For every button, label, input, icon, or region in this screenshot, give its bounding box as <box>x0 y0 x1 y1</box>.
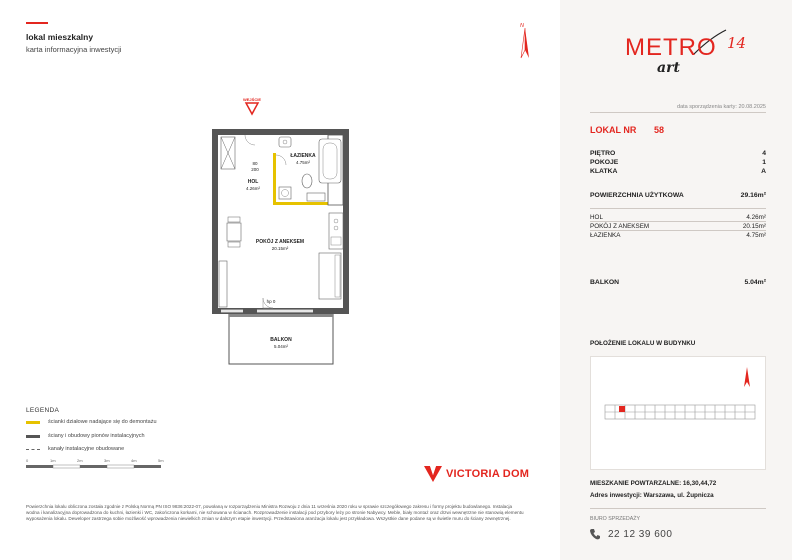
scale-tick: 0 <box>26 458 29 463</box>
detail-label: POKOJE <box>590 159 619 166</box>
fixture-dim-200: 200 <box>251 167 259 172</box>
investment-address: Adres inwestycji: Warszawa, ul. Żupnicza <box>590 492 714 499</box>
divider <box>590 508 766 509</box>
room-area-balkon: 5.04m² <box>273 344 289 349</box>
legend-swatch-dashed <box>26 449 40 450</box>
legend-label: ścianki działowe nadające się do demontażu <box>48 419 157 425</box>
accent-bar <box>26 22 48 24</box>
repeated-apartments: MIESZKANIE POWTARZALNE: 16,30,44,72 <box>590 480 717 487</box>
room-label: POKÓJ Z ANEKSEM <box>590 223 650 230</box>
brand-tag: art <box>657 60 680 76</box>
page-subtitle: karta informacyjna inwestycji <box>26 45 122 54</box>
room-value: 20.15m² <box>742 223 766 230</box>
entrance-arrow-icon <box>246 103 258 114</box>
north-label: N <box>520 23 524 29</box>
sales-office-label: BIURO SPRZEDAŻY <box>590 516 641 522</box>
floor-plan <box>195 95 365 370</box>
legend-title: LEGENDA <box>26 407 60 414</box>
room-area-hol: 4.26m² <box>245 186 261 191</box>
fixture-dim-80: 80 <box>252 161 258 166</box>
room-label-hol: HOL <box>247 179 259 185</box>
washer-icon <box>279 187 291 199</box>
divider <box>590 221 766 222</box>
divider <box>590 230 766 231</box>
usable-area-value: 29.16m² <box>740 192 766 199</box>
scale-tick: 4m <box>131 458 137 463</box>
phone-icon <box>590 528 600 540</box>
toilet-icon <box>302 174 312 188</box>
entrance-label: WEJŚCIE <box>242 97 262 102</box>
room-area-pokoj: 20.15m² <box>271 246 289 251</box>
room-row <box>590 214 766 221</box>
scale-tick: 3m <box>104 458 110 463</box>
brand-name: METRO <box>625 34 717 61</box>
building-map <box>591 357 767 471</box>
legend-swatch-yellow <box>26 421 40 424</box>
detail-row <box>590 150 766 157</box>
room-label-lazienka: ŁAZIENKA <box>290 153 316 159</box>
legend-label: kanały instalacyjne obudowane <box>48 446 125 452</box>
sink-icon <box>279 137 291 147</box>
cabinet-icon <box>219 261 227 307</box>
detail-label: PIĘTRO <box>590 150 616 157</box>
hp-label: hp 0 <box>266 299 276 304</box>
legend-item <box>26 446 124 452</box>
apartment-marker <box>619 406 625 412</box>
scale-tick: 5m <box>158 458 164 463</box>
room-label: ŁAZIENKA <box>590 232 621 239</box>
phone-row <box>590 528 672 540</box>
balcony-row <box>590 279 766 286</box>
north-arrow-icon <box>744 367 750 387</box>
developer-name: VICTORIA DOM <box>446 468 530 480</box>
usable-area-row <box>590 192 766 199</box>
room-area-lazienka: 4.75m² <box>295 160 311 165</box>
room-label-balkon: BALKON <box>270 337 292 343</box>
room-row <box>590 232 766 239</box>
legend-item <box>26 419 157 425</box>
room-row <box>590 223 766 230</box>
detail-row <box>590 159 766 166</box>
scale-tick: 1m <box>50 458 56 463</box>
legend-swatch-gray <box>26 435 40 438</box>
wardrobe-icon <box>221 137 235 169</box>
brand-number: 14 <box>727 34 747 52</box>
bathtub-icon <box>319 139 341 183</box>
room-value: 4.75m² <box>746 232 766 239</box>
room-label-pokoj: POKÓJ Z ANEKSEM <box>255 239 305 245</box>
card-date: data sporządzenia karty: 20.08.2025 <box>677 104 766 110</box>
location-title: POŁOŻENIE LOKALU W BUDYNKU <box>590 340 696 347</box>
scale-bar <box>26 457 176 473</box>
detail-value: 1 <box>762 159 766 166</box>
kitchen-counter-icon <box>329 213 343 249</box>
building-location-map <box>590 356 766 470</box>
legend-label: ściany i obudowy pionów instalacyjnych <box>48 433 145 439</box>
sales-phone[interactable]: 22 12 39 600 <box>608 528 673 540</box>
detail-label: KLATKA <box>590 168 618 175</box>
lokal-number: 58 <box>654 125 665 135</box>
divider <box>590 208 766 209</box>
scale-tick: 2m <box>77 458 83 463</box>
lokal-label: LOKAL NR <box>590 125 637 135</box>
room-value: 4.26m² <box>746 214 766 221</box>
table-icon <box>227 217 241 247</box>
divider <box>590 112 766 113</box>
north-arrow-icon <box>510 20 540 60</box>
page-title: lokal mieszkalny <box>26 32 94 42</box>
room-label: HOL <box>590 214 603 221</box>
detail-value: A <box>761 168 766 175</box>
legend-item <box>26 433 145 439</box>
detail-value: 4 <box>762 150 766 157</box>
balcony-value: 5.04m² <box>744 279 766 286</box>
disclaimer: Powierzchnia lokalu obliczona została zgodnie z Polską Normą PN ISO 9836:2022-07, powołaną w rozporządzeniu Ministra Rozwoju z dnia 11 września 2020 roku w sprawie szczegółowego zakresu i formy projektu budowlanego. Instalacja wodna i kanalizacyjna doprowadzona do kuchni, łazienki i WC, zakończona korkami, nie schowana w ścianach. Rozprowadzenie instalacji pod przybory leży po stronie Nabywcy. Meble, biały montaż oraz drzwi wewnętrzne nie stanowią elementu wyposażenia lokalu. Deweloper zastrzega sobie możliwość wprowadzenia niewielkich zmian w dalszym etapie inwestycji. Przedstawiona aranżacja lokalu jest przykładowa. Wszystkie dane podane są w świetle muru do ściany zewnętrznej. <box>26 504 524 522</box>
balcony-label: BALKON <box>590 279 620 286</box>
detail-row <box>590 168 766 175</box>
usable-area-label: POWIERZCHNIA UŻYTKOWA <box>590 192 684 199</box>
developer-logo <box>424 466 529 482</box>
victoria-dom-logo-icon <box>424 466 442 482</box>
sink-icon <box>307 193 325 201</box>
sofa-icon <box>319 253 341 299</box>
